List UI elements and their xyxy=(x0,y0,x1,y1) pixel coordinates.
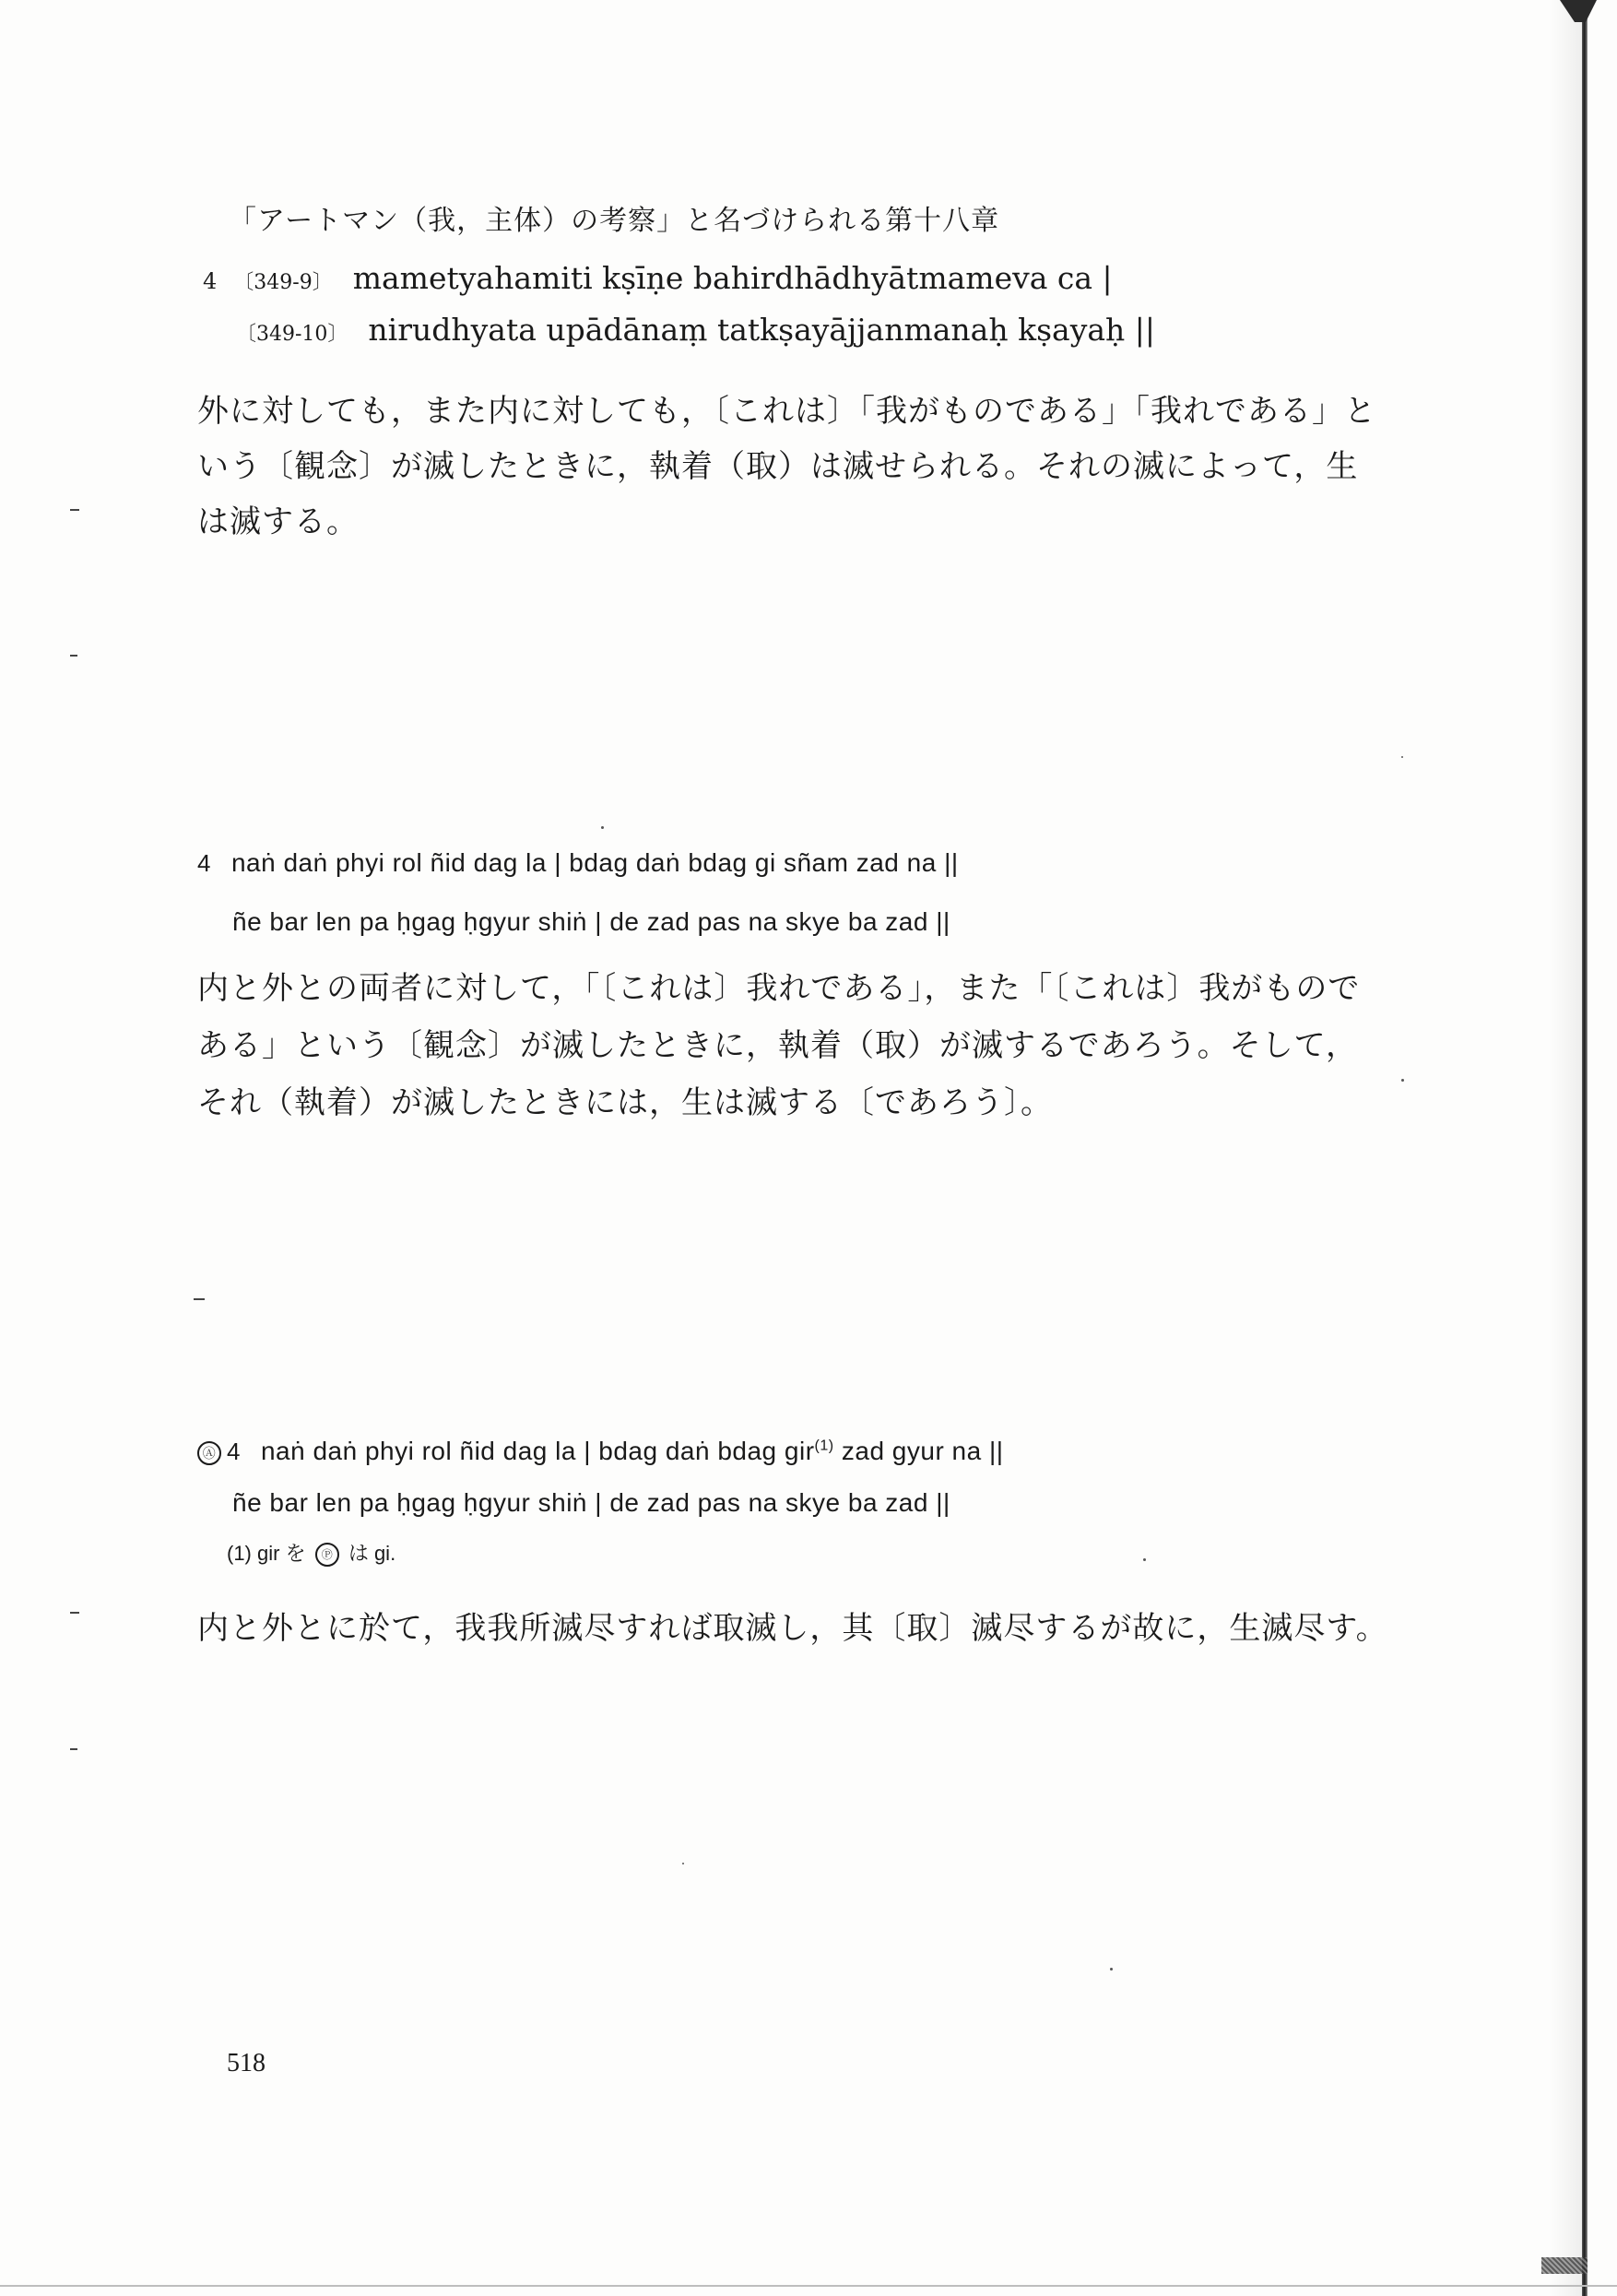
verse-number: 4 xyxy=(227,1438,241,1465)
tibetan-text: ñe bar len pa ḥgag ḥgyur shiṅ | de zad pas na skye ba zad || xyxy=(232,1488,950,1517)
margin-tick xyxy=(70,509,79,511)
page-ref: 〔349-9〕 xyxy=(233,271,333,294)
circled-p-mark: Ⓟ xyxy=(315,1543,339,1567)
sanskrit-translation-line-1: 外に対しても，また内に対しても，〔これは〕「我がものである」「我れである」と xyxy=(197,393,1376,430)
binding-edge xyxy=(1582,0,1587,2296)
footnote-ref: (1) xyxy=(814,1438,834,1454)
tibetan-translation-line-3: それ（執着）が滅したときには，生は滅する〔であろう〕。 xyxy=(197,1084,1053,1121)
chapter-title: 「アートマン（我，主体）の考察」と名づけられる第十八章 xyxy=(229,205,1000,237)
chinese-tibetan-line-2 xyxy=(232,1488,950,1518)
tibetan-translation-line-2: ある」という〔観念〕が滅したときに，執着（取）が滅するであろう。そして， xyxy=(197,1027,1358,1064)
tibetan-translation-line-1: 内と外との両者に対して，「〔これは〕我れである」，また「〔これは〕我がもので xyxy=(197,970,1361,1007)
tibetan-text: ñe bar len pa ḥgag ḥgyur shiṅ | de zad pas na skye ba zad || xyxy=(232,907,950,936)
sanskrit-text: nirudhyata upādānaṃ tatkṣayājjanmanaḥ kṣayaḥ || xyxy=(368,312,1155,348)
margin-tick xyxy=(70,1748,77,1750)
page-number: 518 xyxy=(227,2049,266,2077)
sanskrit-line-1 xyxy=(203,260,1113,296)
scan-speck xyxy=(601,826,604,829)
sanskrit-translation-line-3: は滅する。 xyxy=(197,503,359,540)
footnote-text: gir を xyxy=(257,1542,306,1565)
footnote xyxy=(227,1538,395,1567)
margin-tick xyxy=(194,1298,205,1300)
chinese-tibetan-line-1 xyxy=(197,1437,1004,1466)
tibetan-text: naṅ daṅ phyi rol ñid dag la | bdag daṅ bdag gi sñam zad na || xyxy=(230,848,959,877)
footnote-label: (1) xyxy=(227,1542,252,1565)
circled-a-mark: Ⓐ xyxy=(197,1441,221,1465)
verse-number: 4 xyxy=(197,849,211,877)
scan-speck xyxy=(1110,1968,1113,1971)
sanskrit-text: mametyahamiti kṣīṇe bahirdhādhyātmameva ca | xyxy=(352,260,1113,296)
scan-speck xyxy=(682,1863,684,1864)
page-ref: 〔349-10〕 xyxy=(236,323,348,346)
scan-speck xyxy=(1143,1558,1146,1561)
scan-speck xyxy=(1401,1079,1404,1082)
sanskrit-line-2 xyxy=(236,312,1155,348)
margin-tick xyxy=(70,655,77,657)
tibetan-line-2 xyxy=(232,907,950,937)
bottom-rule xyxy=(0,2285,1617,2287)
footnote-text: は gi. xyxy=(348,1542,396,1565)
chinese-translation: 内と外とに於て，我我所滅尽すれば取滅し，其〔取〕滅尽するが故に，生滅尽す。 xyxy=(197,1610,1388,1647)
verse-number: 4 xyxy=(203,268,218,294)
margin-tick xyxy=(70,1612,79,1614)
tibetan-line-1 xyxy=(197,848,959,878)
tibetan-text: zad gyur na || xyxy=(833,1437,1004,1465)
binding-shadow xyxy=(1549,0,1582,2296)
sanskrit-translation-line-2: いう〔観念〕が滅したときに，執着（取）は滅せられる。それの滅によって，生 xyxy=(197,448,1359,485)
scan-speck xyxy=(1401,756,1403,758)
binding-bottom-mark xyxy=(1541,2257,1587,2274)
tibetan-text: naṅ daṅ phyi rol ñid dag la | bdag daṅ bdag gir xyxy=(260,1437,815,1465)
